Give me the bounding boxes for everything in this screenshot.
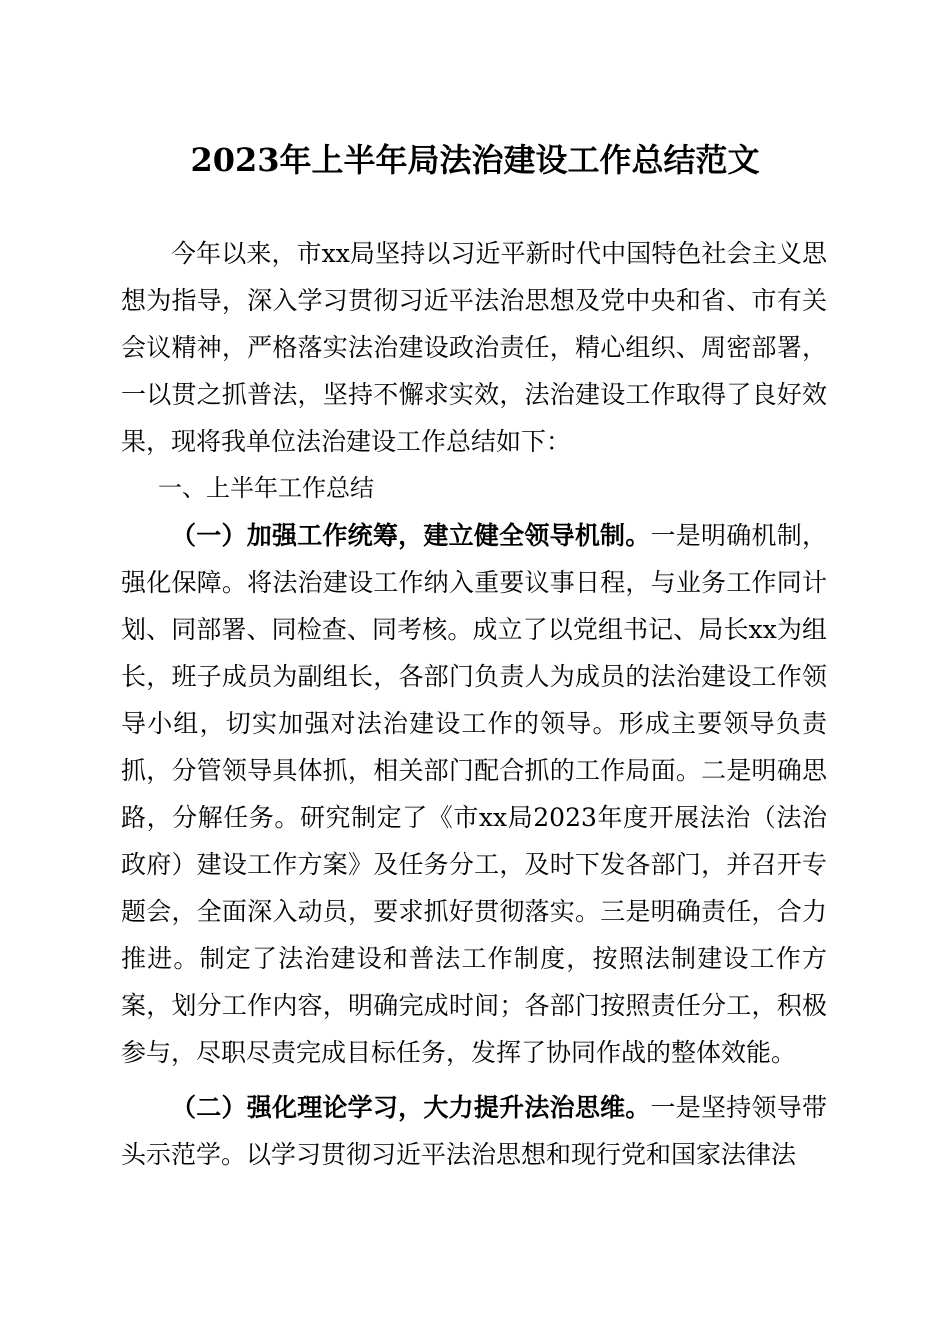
document-body [121, 230, 827, 1178]
intro-paragraph: 今年以来，市xx局坚持以习近平新时代中国特色社会主义思想为指导，深入学习贯彻习近平法治思想及党中央和省、市有关会议精神，严格落实法治建设政治责任，精心组织、周密部署，一以贯之抓普法，坚持不懈求实效，法治建设工作取得了良好效果，现将我单位法治建设工作总结如下： [121, 239, 827, 456]
paragraph-text: 一是明确机制，强化保障。将法治建设工作纳入重要议事日程，与业务工作同计划、同部署、同检查、同考核。成立了以党组书记、局长xx为组长，班子成员为副组长，各部门负责人为成员的法治建设工作领导小组，切实加强对法治建设工作的领导。形成主要领导负责抓，分管领导具体抓，相关部门配合抓的工作局面。二是明确思路，分解任务。研究制定了《市xx局2023年度开展法治（法治政府）建设工作方案》及任务分工，及时下发各部门，并召开专题会，全面深入动员，要求抓好贯彻落实。三是明确责任，合力推进。制定了法治建设和普法工作制度，按照法制建设工作方案，划分工作内容，明确完成时间；各部门按照责任分工，积极参与，尽职尽责完成目标任务，发挥了协同作战的整体效能。 [121, 521, 827, 1067]
paragraph-spacer [121, 1076, 827, 1084]
paragraph-study [121, 1084, 827, 1178]
section-heading: 一、上半年工作总结 [158, 474, 374, 502]
paragraph-leadership [121, 512, 827, 1076]
paragraph-lead: （二）强化理论学习，大力提升法治思维。 [171, 1093, 651, 1122]
document-title: 2023年上半年局法治建设工作总结范文 [190, 141, 760, 179]
paragraph-text: 一是坚持领导带头示范学。以学习贯彻习近平法治思想和现行党和国家法律法 [121, 1093, 827, 1169]
paragraph-lead: （一）加强工作统筹，建立健全领导机制。 [171, 521, 651, 550]
